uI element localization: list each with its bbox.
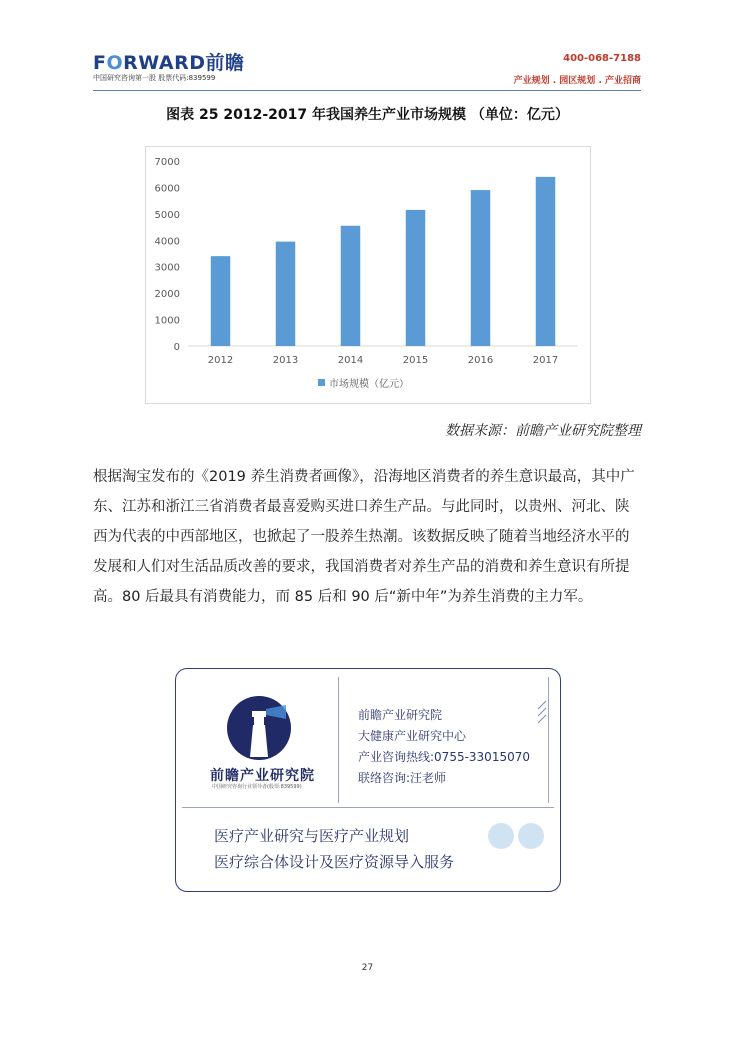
card-divider-right bbox=[548, 677, 549, 803]
body-paragraph: 根据淘宝发布的《2019 养生消费者画像》，沿海地区消费者的养生意识最高，其中广东、江苏和浙江三省消费者最喜爱购买进口养生产品。与此同时，以贵州、河北、陕西为代表的中西部地区，也掀起了一股养生热潮。该数据反映了随着当地经济水平的发展和人们对生活品质改善的要求，我国消费者对养生产品的消费和养生意识有所提高。80 后最具有消费能力，而 85 后和 90 后“新中年”为养生消费的主力军。 bbox=[93, 469, 635, 605]
bar bbox=[341, 226, 361, 346]
contact-card bbox=[175, 668, 561, 892]
card-brand-subtitle: 中国研究咨询行业领导者(股票:839599) bbox=[212, 784, 302, 790]
bar bbox=[211, 256, 231, 346]
legend-label: 市场规模（亿元） bbox=[329, 379, 409, 390]
card-service-line: 医疗产业研究与医疗产业规划 bbox=[214, 827, 410, 845]
y-tick-label: 2000 bbox=[154, 289, 180, 301]
y-tick-label: 5000 bbox=[154, 209, 180, 221]
chart-container bbox=[145, 146, 591, 404]
x-tick-label: 2013 bbox=[272, 355, 299, 366]
logo-subtitle: 中国研究咨询第一股 股票代码:839599 bbox=[93, 74, 216, 82]
lighthouse-logo-icon bbox=[224, 695, 294, 761]
card-info-line: 联络咨询:汪老师 bbox=[358, 771, 447, 785]
y-tick-label: 1000 bbox=[154, 315, 180, 327]
figure-title: 图表 25 2012-2017 年我国养生产业市场规模 （单位：亿元） bbox=[166, 107, 569, 123]
card-info-line: 大健康产业研究中心 bbox=[358, 729, 467, 743]
card-info-line: 产业咨询热线:0755-33015070 bbox=[358, 750, 530, 764]
card-services bbox=[214, 823, 454, 875]
slash-decoration-icon bbox=[536, 699, 548, 727]
x-tick-label: 2012 bbox=[207, 355, 234, 366]
x-tick-label: 2016 bbox=[467, 355, 494, 366]
page-number: 27 bbox=[361, 963, 374, 973]
figure-source: 数据来源：前瞻产业研究院整理 bbox=[445, 423, 641, 439]
y-tick-label: 7000 bbox=[154, 157, 180, 168]
x-tick-label: 2017 bbox=[532, 355, 559, 366]
bar bbox=[276, 242, 296, 346]
y-tick-label: 6000 bbox=[154, 183, 180, 195]
x-tick-label: 2015 bbox=[402, 355, 429, 366]
y-tick-label: 4000 bbox=[154, 236, 180, 248]
card-divider-vertical bbox=[338, 677, 339, 803]
card-service-line: 医疗综合体设计及医疗资源导入服务 bbox=[214, 853, 455, 871]
legend-swatch bbox=[318, 379, 325, 386]
forward-logo: FORWARD前瞻 bbox=[93, 52, 245, 74]
card-info-line: 前瞻产业研究院 bbox=[358, 708, 443, 722]
bar bbox=[471, 190, 491, 346]
header-divider bbox=[93, 90, 641, 91]
bar-chart bbox=[146, 147, 590, 403]
page-header bbox=[93, 48, 641, 92]
header-tagline: 产业规划 . 园区规划 . 产业招商 bbox=[513, 76, 641, 86]
y-tick-label: 0 bbox=[173, 342, 180, 353]
x-tick-label: 2014 bbox=[337, 355, 364, 366]
bar bbox=[406, 210, 426, 346]
decor-circle-icon bbox=[518, 823, 544, 849]
decor-circle-icon bbox=[488, 823, 514, 849]
y-tick-label: 3000 bbox=[154, 262, 180, 274]
bar bbox=[536, 177, 556, 346]
card-contact-info bbox=[358, 705, 530, 789]
header-phone: 400-068-7188 bbox=[563, 53, 641, 64]
card-brand-name: 前瞻产业研究院 bbox=[210, 768, 315, 784]
card-divider-horizontal bbox=[182, 807, 554, 808]
